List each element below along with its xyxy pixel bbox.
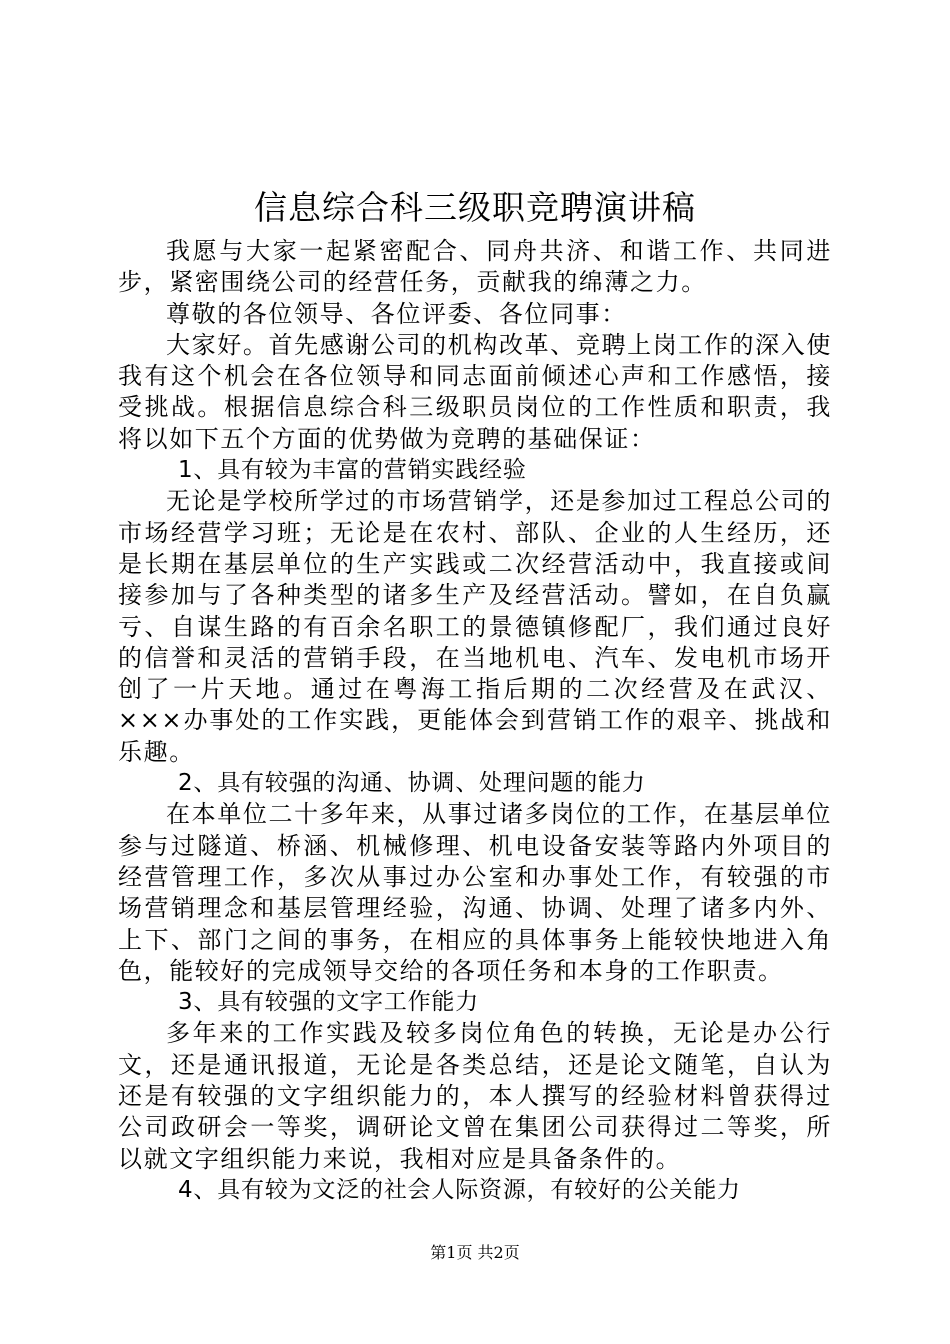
paragraph: 大家好。首先感谢公司的机构改革、竞聘上岗工作的深入使我有这个机会在各位领导和同志面前倾述心声和工作感悟，接受挑战。根据信息综合科三级职员岗位的工作性质和职责，我将以如下五个方面的优势做为竞聘的基础保证： — [118, 330, 832, 453]
document-title: 信息综合科三级职竞聘演讲稿 — [254, 188, 696, 227]
paragraph: 我愿与大家一起紧密配合、同舟共济、和谐工作、共同进步，紧密围绕公司的经营任务，贡献我的绵薄之力。 — [118, 237, 832, 297]
document-body — [118, 236, 832, 1206]
paragraph-salutation: 尊敬的各位领导、各位评委、各位同事： — [166, 299, 627, 328]
paragraph: 无论是学校所学过的市场营销学，还是参加过工程总公司的市场经营学习班；无论是在农村、部队、企业的人生经历，还是长期在基层单位的生产实践或二次经营活动中，我直接或间接参加与了各种类型的诸多生产及经营活动。譬如，在自负赢亏、自谋生路的有百余名职工的景德镇修配厂，我们通过良好的信誉和灵活的营销手段，在当地机电、汽车、发电机市场开创了一片天地。通过在粤海工指后期的二次经营及在武汉、×××办事处的工作实践，更能体会到营销工作的艰辛、挑战和乐趣。 — [118, 487, 832, 766]
paragraph: 多年来的工作实践及较多岗位角色的转换，无论是办公行文，还是通讯报道，无论是各类总结，还是论文随笔，自认为还是有较强的文字组织能力的，本人撰写的经验材料曾获得过公司政研会一等奖，调研论文曾在集团公司获得过二等奖，所以就文字组织能力来说，我相对应是具备条件的。 — [118, 1019, 832, 1173]
section-heading: 3、具有较强的文字工作能力 — [178, 989, 480, 1016]
section-heading: 1、具有较为丰富的营销实践经验 — [178, 457, 527, 484]
paragraph: 在本单位二十多年来，从事过诸多岗位的工作，在基层单位参与过隧道、桥涵、机械修理、机电设备安装等路内外项目的经营管理工作，多次从事过办公室和办事处工作，有较强的市场营销理念和基层管理经验，沟通、协调、处理了诸多内外、上下、部门之间的事务，在相应的具体事务上能较快地进入角色，能较好的完成领导交给的各项任务和本身的工作职责。 — [118, 800, 832, 985]
section-heading: 2、具有较强的沟通、协调、处理问题的能力 — [178, 770, 646, 797]
section-heading: 4、具有较为文泛的社会人际资源，有较好的公关能力 — [178, 1176, 741, 1203]
page-footer: 第1页 共2页 — [430, 1243, 520, 1262]
